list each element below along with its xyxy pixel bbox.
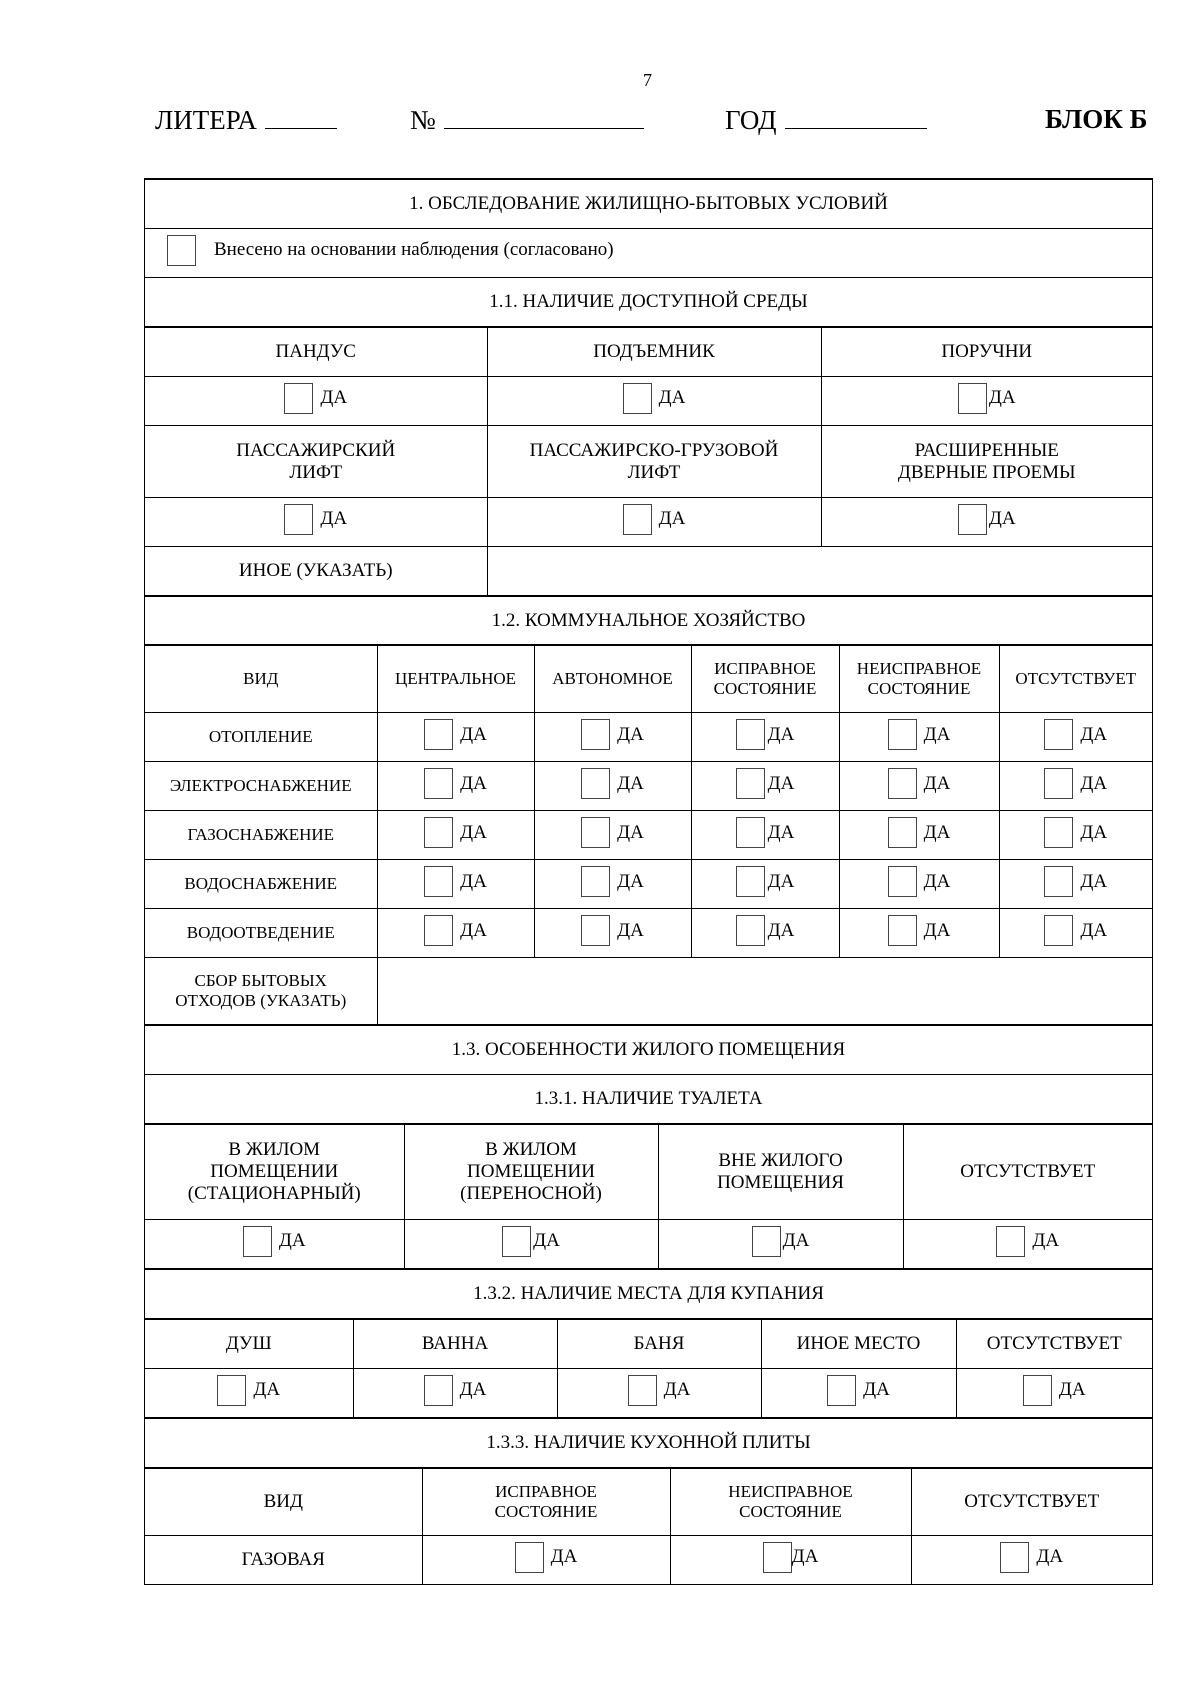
passenger-lift-yes-checkbox[interactable] [284, 504, 313, 535]
lift-platform-yes-checkbox[interactable] [623, 383, 652, 414]
litera-label: ЛИТЕРА [155, 105, 257, 135]
electricity-central-checkbox[interactable] [424, 768, 453, 799]
gas-autonomous-checkbox[interactable] [581, 817, 610, 848]
handrails-header: ПОРУЧНИ [821, 328, 1152, 377]
observation-checkbox[interactable] [167, 235, 196, 266]
freight-lift-yes-checkbox[interactable] [623, 504, 652, 535]
toilet-portable-header: В ЖИЛОМ ПОМЕЩЕНИИ (ПЕРЕНОСНОЙ) [404, 1125, 658, 1220]
year-field [725, 104, 927, 136]
drainage-central-checkbox[interactable] [424, 915, 453, 946]
section-1-3-3-title: 1.3.3. НАЛИЧИЕ КУХОННОЙ ПЛИТЫ [145, 1419, 1152, 1468]
autonomous-header: АВТОНОМНОЕ [534, 646, 691, 713]
section-1-3-title: 1.3. ОСОБЕННОСТИ ЖИЛОГО ПОМЕЩЕНИЯ [145, 1026, 1152, 1075]
gas-stove-absent-checkbox[interactable] [1000, 1542, 1029, 1573]
accessible-environment-table: ПАНДУС ПОДЪЕМНИК ПОРУЧНИ ДА ДА ДА ПАССАЖИРСКИЙ ЛИФТ ПАССАЖИРСКО-ГРУЗОВОЙ ЛИФТ РАСШИРЕННЫЕ ДВЕРНЫЕ ПРОЕМЫ ДА ДА ДА ИНОЕ (УКАЗАТЬ) [145, 327, 1152, 596]
wide-doors-yes-checkbox[interactable] [958, 504, 987, 535]
water-central-checkbox[interactable] [424, 866, 453, 897]
other-place-checkbox[interactable] [827, 1375, 856, 1406]
toilet-outside-checkbox[interactable] [752, 1226, 781, 1257]
toilet-stationary-header: В ЖИЛОМ ПОМЕЩЕНИИ (СТАЦИОНАРНЫЙ) [145, 1125, 404, 1220]
other-input[interactable] [487, 547, 1152, 596]
toilet-absent-checkbox[interactable] [996, 1226, 1025, 1257]
utilities-table [145, 645, 1152, 1025]
waste-label: СБОР БЫТОВЫХ ОТХОДОВ (УКАЗАТЬ) [145, 958, 377, 1025]
section-1-title: 1. ОБСЛЕДОВАНИЕ ЖИЛИЩНО-БЫТОВЫХ УСЛОВИЙ [145, 180, 1152, 229]
section-1-2-title: 1.2. КОММУНАЛЬНОЕ ХОЗЯЙСТВО [145, 597, 1152, 645]
table-row: ВОДООТВЕДЕНИЕ ДА ДА ДА ДА ДА [145, 909, 1152, 958]
heating-working-checkbox[interactable] [736, 719, 765, 750]
observation-row [145, 229, 1152, 278]
observation-note: Внесено на основании наблюдения (согласовано) [214, 239, 614, 261]
table-row: ЭЛЕКТРОСНАБЖЕНИЕ ДА ДА ДА ДА ДА [145, 762, 1152, 811]
handrails-yes-checkbox[interactable] [958, 383, 987, 414]
toilet-portable-checkbox[interactable] [502, 1226, 531, 1257]
stove-working-header: ИСПРАВНОЕ СОСТОЯНИЕ [422, 1469, 670, 1536]
absent-header: ОТСУТСТВУЕТ [999, 646, 1152, 713]
litera-field [155, 104, 337, 136]
stove-table [145, 1468, 1152, 1585]
lift-platform-header: ПОДЪЕМНИК [487, 328, 821, 377]
bathing-absent-checkbox[interactable] [1023, 1375, 1052, 1406]
broken-header: НЕИСПРАВНОЕ СОСТОЯНИЕ [839, 646, 999, 713]
working-header: ИСПРАВНОЕ СОСТОЯНИЕ [691, 646, 839, 713]
stove-type-header: ВИД [145, 1469, 422, 1536]
number-field [410, 104, 644, 136]
gas-label: ГАЗОСНАБЖЕНИЕ [145, 811, 377, 860]
ramp-header: ПАНДУС [145, 328, 487, 377]
water-supply-label: ВОДОСНАБЖЕНИЕ [145, 860, 377, 909]
toilet-stationary-checkbox[interactable] [243, 1226, 272, 1257]
section-1-header [145, 179, 1152, 327]
section-1-2-header [145, 596, 1152, 645]
drainage-working-checkbox[interactable] [736, 915, 765, 946]
table-row: ГАЗОСНАБЖЕНИЕ ДА ДА ДА ДА ДА [145, 811, 1152, 860]
type-header: ВИД [145, 646, 377, 713]
table-row: ВОДОСНАБЖЕНИЕ ДА ДА ДА ДА ДА [145, 860, 1152, 909]
toilet-absent-header: ОТСУТСТВУЕТ [903, 1125, 1152, 1220]
shower-checkbox[interactable] [217, 1375, 246, 1406]
section-1-3-header [145, 1025, 1152, 1124]
heating-broken-checkbox[interactable] [888, 719, 917, 750]
water-broken-checkbox[interactable] [888, 866, 917, 897]
section-1-3-2-title: 1.3.2. НАЛИЧИЕ МЕСТА ДЛЯ КУПАНИЯ [145, 1270, 1152, 1319]
drainage-broken-checkbox[interactable] [888, 915, 917, 946]
gas-stove-working-checkbox[interactable] [515, 1542, 544, 1573]
bathing-absent-header: ОТСУТСТВУЕТ [956, 1320, 1152, 1369]
bathing-table: ДУШ ВАННА БАНЯ ИНОЕ МЕСТО ОТСУТСТВУЕТ ДА ДА ДА ДА ДА [145, 1319, 1152, 1418]
gas-stove-label: ГАЗОВАЯ [145, 1536, 422, 1585]
shower-header: ДУШ [145, 1320, 353, 1369]
electricity-label: ЭЛЕКТРОСНАБЖЕНИЕ [145, 762, 377, 811]
gas-absent-checkbox[interactable] [1044, 817, 1073, 848]
toilet-outside-header: ВНЕ ЖИЛОГО ПОМЕЩЕНИЯ [658, 1125, 903, 1220]
gas-central-checkbox[interactable] [424, 817, 453, 848]
ramp-yes-checkbox[interactable] [284, 383, 313, 414]
stove-broken-header: НЕИСПРАВНОЕ СОСТОЯНИЕ [670, 1469, 911, 1536]
year-input-line[interactable] [785, 104, 927, 129]
stove-absent-header: ОТСУТСТВУЕТ [911, 1469, 1152, 1536]
toilet-table: В ЖИЛОМ ПОМЕЩЕНИИ (СТАЦИОНАРНЫЙ) В ЖИЛОМ ПОМЕЩЕНИИ (ПЕРЕНОСНОЙ) ВНЕ ЖИЛОГО ПОМЕЩЕНИЯ ОТСУТСТВУЕТ ДА ДА ДА ДА [145, 1124, 1152, 1269]
passenger-lift-header: ПАССАЖИРСКИЙ ЛИФТ [145, 426, 487, 498]
heating-central-checkbox[interactable] [424, 719, 453, 750]
wide-doors-header: РАСШИРЕННЫЕ ДВЕРНЫЕ ПРОЕМЫ [821, 426, 1152, 498]
number-input-line[interactable] [444, 104, 644, 129]
section-1-3-1-title: 1.3.1. НАЛИЧИЕ ТУАЛЕТА [145, 1075, 1152, 1124]
other-label: ИНОЕ (УКАЗАТЬ) [145, 547, 487, 596]
water-working-checkbox[interactable] [736, 866, 765, 897]
drainage-label: ВОДООТВЕДЕНИЕ [145, 909, 377, 958]
survey-form [144, 178, 1153, 1585]
water-autonomous-checkbox[interactable] [581, 866, 610, 897]
gas-working-checkbox[interactable] [736, 817, 765, 848]
drainage-absent-checkbox[interactable] [1044, 915, 1073, 946]
number-label: № [410, 105, 436, 135]
heating-autonomous-checkbox[interactable] [581, 719, 610, 750]
electricity-working-checkbox[interactable] [736, 768, 765, 799]
freight-lift-header: ПАССАЖИРСКО-ГРУЗОВОЙ ЛИФТ [487, 426, 821, 498]
heating-label: ОТОПЛЕНИЕ [145, 713, 377, 762]
bath-checkbox[interactable] [424, 1375, 453, 1406]
central-header: ЦЕНТРАЛЬНОЕ [377, 646, 534, 713]
water-absent-checkbox[interactable] [1044, 866, 1073, 897]
gas-stove-broken-checkbox[interactable] [763, 1542, 792, 1573]
section-1-1-title: 1.1. НАЛИЧИЕ ДОСТУПНОЙ СРЕДЫ [145, 278, 1152, 327]
electricity-broken-checkbox[interactable] [888, 768, 917, 799]
page-number: 7 [643, 70, 652, 90]
block-label: БЛОК Б [1045, 104, 1148, 134]
sauna-header: БАНЯ [557, 1320, 761, 1369]
electricity-absent-checkbox[interactable] [1044, 768, 1073, 799]
electricity-autonomous-checkbox[interactable] [581, 768, 610, 799]
gas-broken-checkbox[interactable] [888, 817, 917, 848]
drainage-autonomous-checkbox[interactable] [581, 915, 610, 946]
table-row: ГАЗОВАЯ ДА ДА ДА [145, 1536, 1152, 1585]
waste-input[interactable] [377, 958, 1152, 1025]
bath-header: ВАННА [353, 1320, 557, 1369]
table-row: ОТОПЛЕНИЕ ДА ДА ДА ДА ДА [145, 713, 1152, 762]
year-label: ГОД [725, 105, 777, 135]
other-place-header: ИНОЕ МЕСТО [761, 1320, 956, 1369]
sauna-checkbox[interactable] [628, 1375, 657, 1406]
section-1-3-3-header [145, 1418, 1152, 1468]
heating-absent-checkbox[interactable] [1044, 719, 1073, 750]
section-1-3-2-header [145, 1269, 1152, 1319]
litera-input-line[interactable] [265, 104, 337, 129]
